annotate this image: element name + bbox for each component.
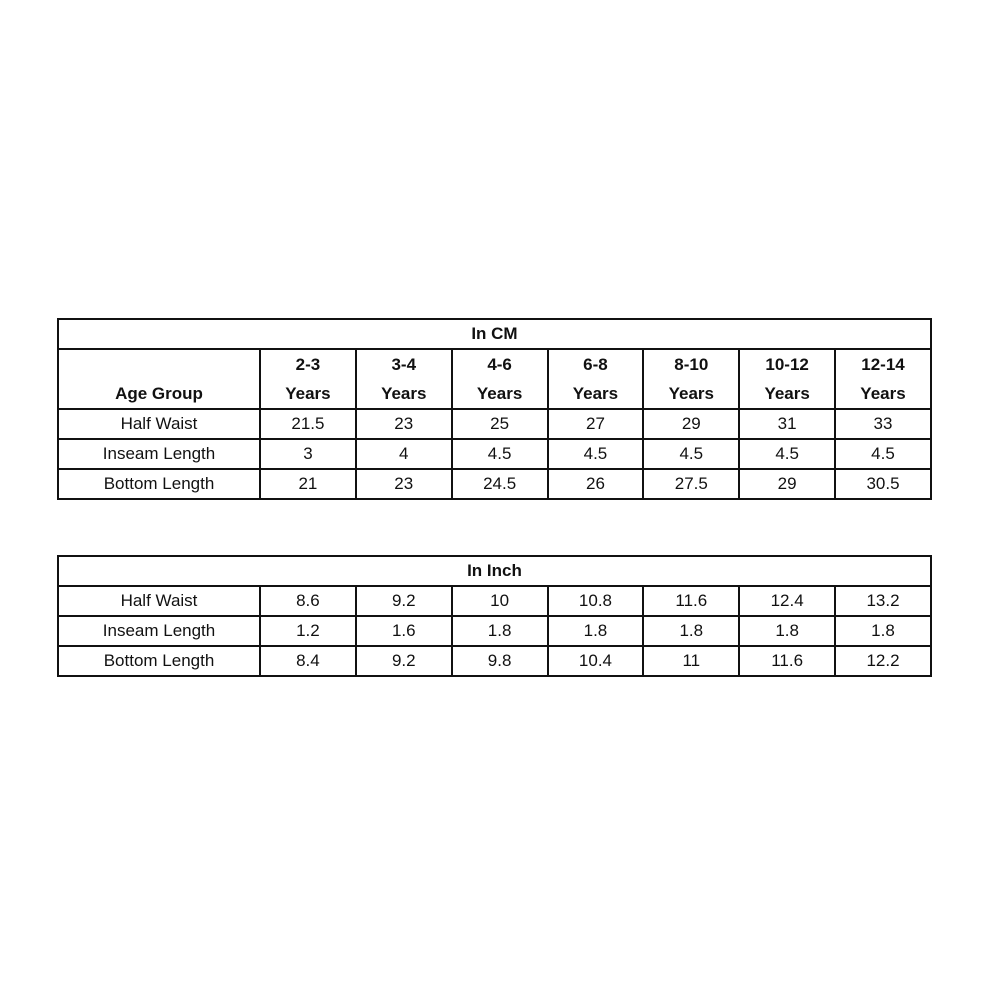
table-cell: 11: [643, 646, 739, 676]
size-chart-cm-table: [57, 318, 932, 500]
table-cell: 25: [452, 409, 548, 439]
row-label: Bottom Length: [58, 469, 260, 499]
table-title-row: [58, 556, 931, 586]
row-label: Inseam Length: [58, 616, 260, 646]
age-column-header: 6-8 Years: [548, 349, 644, 409]
age-column-header: 4-6 Years: [452, 349, 548, 409]
row-label: Half Waist: [58, 409, 260, 439]
row-label: Bottom Length: [58, 646, 260, 676]
table-cell: 4.5: [643, 439, 739, 469]
cm-table-title: In CM: [58, 319, 931, 349]
table-cell: 1.2: [260, 616, 356, 646]
age-group-header: Age Group: [58, 349, 260, 409]
table-cell: 24.5: [452, 469, 548, 499]
age-column-header: 3-4 Years: [356, 349, 452, 409]
table-cell: 10.8: [548, 586, 644, 616]
table-cell: 27.5: [643, 469, 739, 499]
table-cell: 10.4: [548, 646, 644, 676]
table-cell: 8.4: [260, 646, 356, 676]
table-cell: 27: [548, 409, 644, 439]
table-cell: 4: [356, 439, 452, 469]
table-cell: 3: [260, 439, 356, 469]
table-cell: 1.8: [548, 616, 644, 646]
table-cell: 11.6: [643, 586, 739, 616]
table-cell: 13.2: [835, 586, 931, 616]
table-row: [58, 616, 931, 646]
table-cell: 33: [835, 409, 931, 439]
table-cell: 1.8: [643, 616, 739, 646]
age-column-header: 2-3 Years: [260, 349, 356, 409]
table-cell: 23: [356, 469, 452, 499]
table-row: [58, 409, 931, 439]
table-cell: 1.8: [452, 616, 548, 646]
table-cell: 1.8: [739, 616, 835, 646]
table-cell: 12.2: [835, 646, 931, 676]
table-cell: 4.5: [739, 439, 835, 469]
table-cell: 1.8: [835, 616, 931, 646]
table-cell: 29: [643, 409, 739, 439]
table-cell: 8.6: [260, 586, 356, 616]
inch-table-title: In Inch: [58, 556, 931, 586]
table-cell: 4.5: [452, 439, 548, 469]
table-cell: 9.2: [356, 586, 452, 616]
table-cell: 4.5: [548, 439, 644, 469]
table-cell: 23: [356, 409, 452, 439]
table-cell: 26: [548, 469, 644, 499]
age-column-header: 12-14 Years: [835, 349, 931, 409]
table-cell: 1.6: [356, 616, 452, 646]
table-row: [58, 439, 931, 469]
table-row: [58, 646, 931, 676]
row-label: Inseam Length: [58, 439, 260, 469]
table-cell: 11.6: [739, 646, 835, 676]
row-label: Half Waist: [58, 586, 260, 616]
table-row: [58, 469, 931, 499]
table-cell: 30.5: [835, 469, 931, 499]
table-cell: 9.8: [452, 646, 548, 676]
age-column-header: 10-12 Years: [739, 349, 835, 409]
table-cell: 29: [739, 469, 835, 499]
age-column-header: 8-10 Years: [643, 349, 739, 409]
table-row: [58, 586, 931, 616]
table-header-row: [58, 349, 931, 409]
table-cell: 31: [739, 409, 835, 439]
table-title-row: [58, 319, 931, 349]
size-chart-inch-table: [57, 555, 932, 677]
table-cell: 4.5: [835, 439, 931, 469]
table-cell: 21: [260, 469, 356, 499]
table-cell: 9.2: [356, 646, 452, 676]
table-cell: 10: [452, 586, 548, 616]
table-cell: 21.5: [260, 409, 356, 439]
table-cell: 12.4: [739, 586, 835, 616]
